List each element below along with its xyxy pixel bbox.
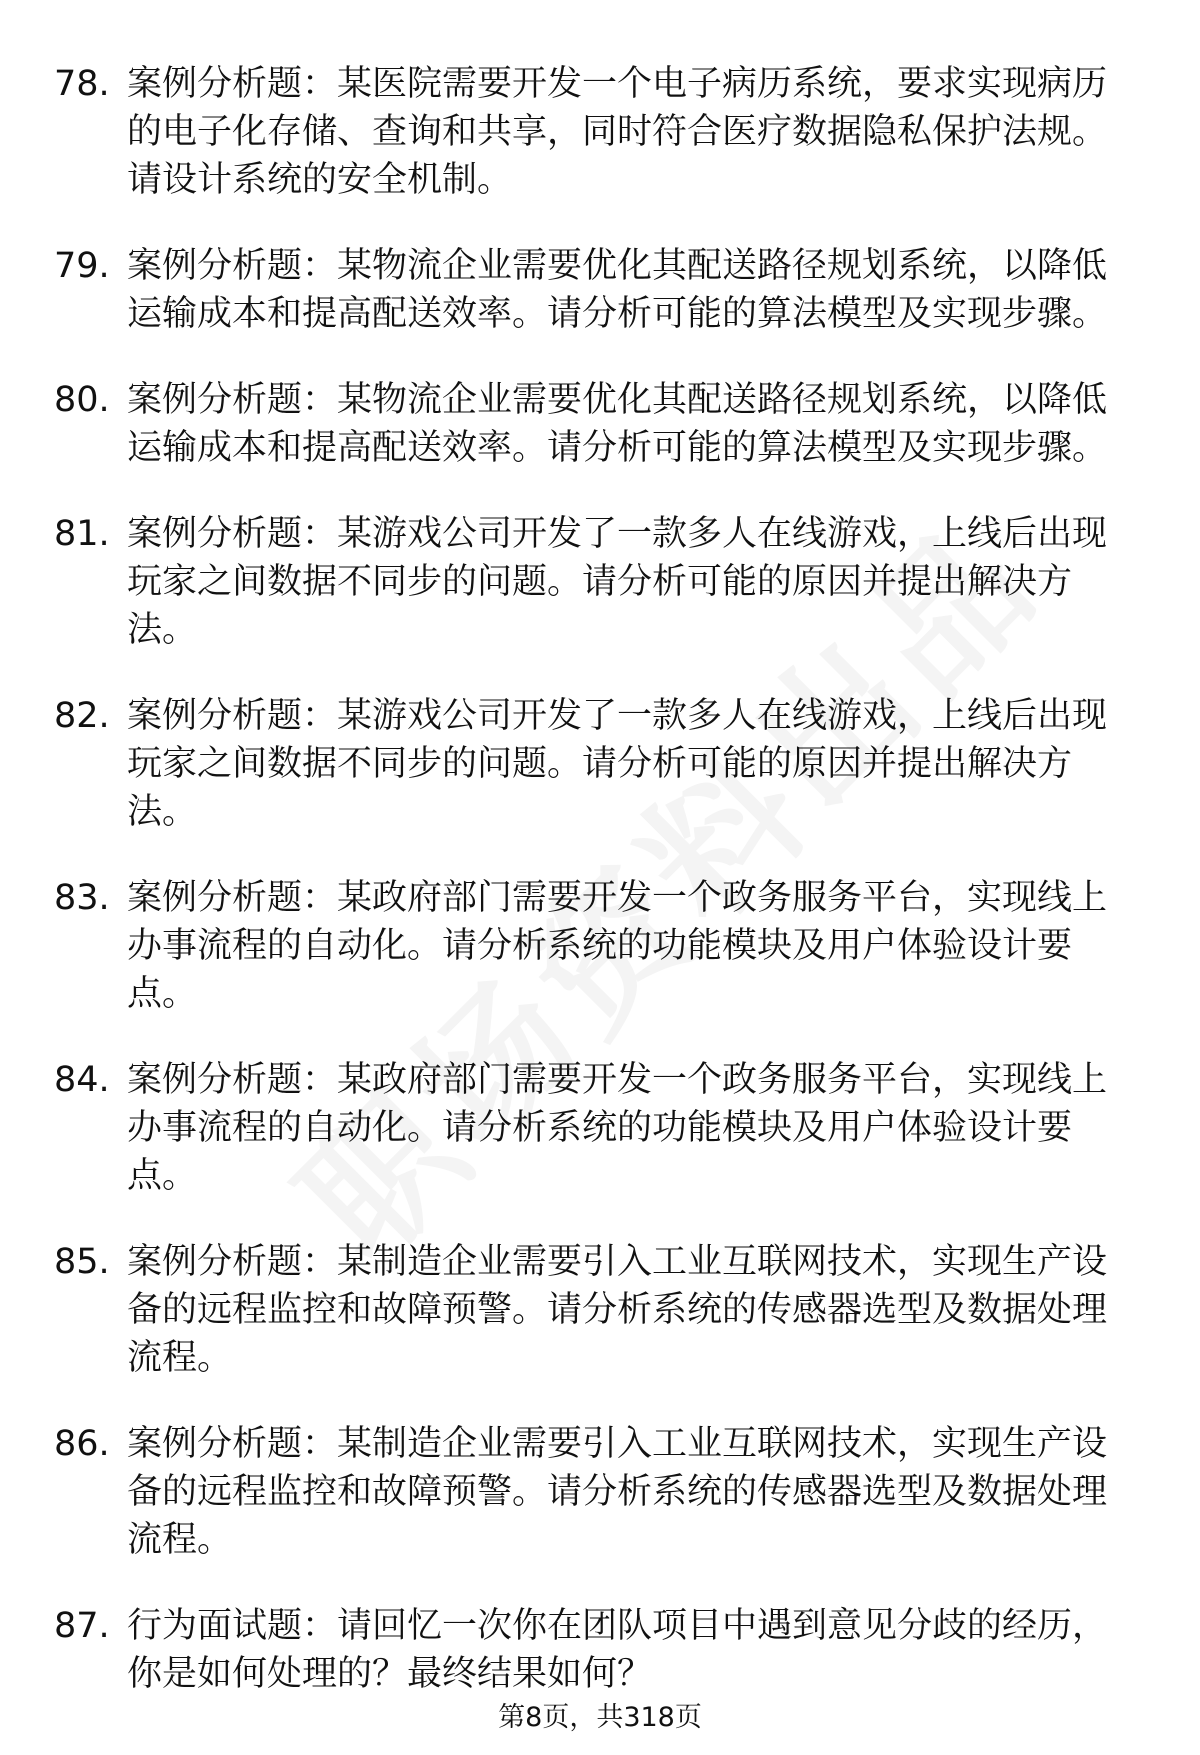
- question-number: 79.: [54, 246, 110, 286]
- question-number: 83.: [54, 878, 110, 918]
- question-text: 案例分析题：某物流企业需要优化其配送路径规划系统，以降低运输成本和提高配送效率。请分析可能的算法模型及实现步骤。: [127, 380, 1108, 468]
- question-item: [0, 376, 1200, 472]
- question-text: 行为面试题：请回忆一次你在团队项目中遇到意见分歧的经历，你是如何处理的？最终结果如何？: [127, 1606, 1108, 1694]
- question-number: 85.: [54, 1242, 110, 1282]
- page-number-label: 第8页，共318页: [498, 1702, 702, 1733]
- question-number: 80.: [54, 380, 110, 420]
- question-text: 案例分析题：某制造企业需要引入工业互联网技术，实现生产设备的远程监控和故障预警。请分析系统的传感器选型及数据处理流程。: [127, 1242, 1108, 1378]
- question-text: 案例分析题：某政府部门需要开发一个政务服务平台，实现线上办事流程的自动化。请分析系统的功能模块及用户体验设计要点。: [127, 878, 1108, 1014]
- question-number: 78.: [54, 64, 110, 104]
- question-item: [0, 1056, 1200, 1200]
- question-number: 87.: [54, 1606, 110, 1646]
- page-footer: [0, 1700, 1200, 1736]
- question-item: [0, 1420, 1200, 1564]
- question-text: 案例分析题：某游戏公司开发了一款多人在线游戏，上线后出现玩家之间数据不同步的问题。请分析可能的原因并提出解决方法。: [127, 514, 1108, 650]
- question-list: [0, 60, 1200, 1736]
- question-text: 案例分析题：某医院需要开发一个电子病历系统，要求实现病历的电子化存储、查询和共享，同时符合医疗数据隐私保护法规。请设计系统的安全机制。: [127, 64, 1108, 200]
- question-item: [0, 1602, 1200, 1698]
- question-text: 案例分析题：某物流企业需要优化其配送路径规划系统，以降低运输成本和提高配送效率。请分析可能的算法模型及实现步骤。: [127, 246, 1108, 334]
- question-number: 82.: [54, 696, 110, 736]
- question-item: [0, 874, 1200, 1018]
- question-item: [0, 1238, 1200, 1382]
- question-item: [0, 242, 1200, 338]
- question-item: [0, 60, 1200, 204]
- question-item: [0, 510, 1200, 654]
- question-text: 案例分析题：某游戏公司开发了一款多人在线游戏，上线后出现玩家之间数据不同步的问题。请分析可能的原因并提出解决方法。: [127, 696, 1108, 832]
- question-number: 86.: [54, 1424, 110, 1464]
- question-number: 81.: [54, 514, 110, 554]
- question-text: 案例分析题：某政府部门需要开发一个政务服务平台，实现线上办事流程的自动化。请分析系统的功能模块及用户体验设计要点。: [127, 1060, 1108, 1196]
- question-number: 84.: [54, 1060, 110, 1100]
- question-item: [0, 692, 1200, 836]
- question-text: 案例分析题：某制造企业需要引入工业互联网技术，实现生产设备的远程监控和故障预警。请分析系统的传感器选型及数据处理流程。: [127, 1424, 1108, 1560]
